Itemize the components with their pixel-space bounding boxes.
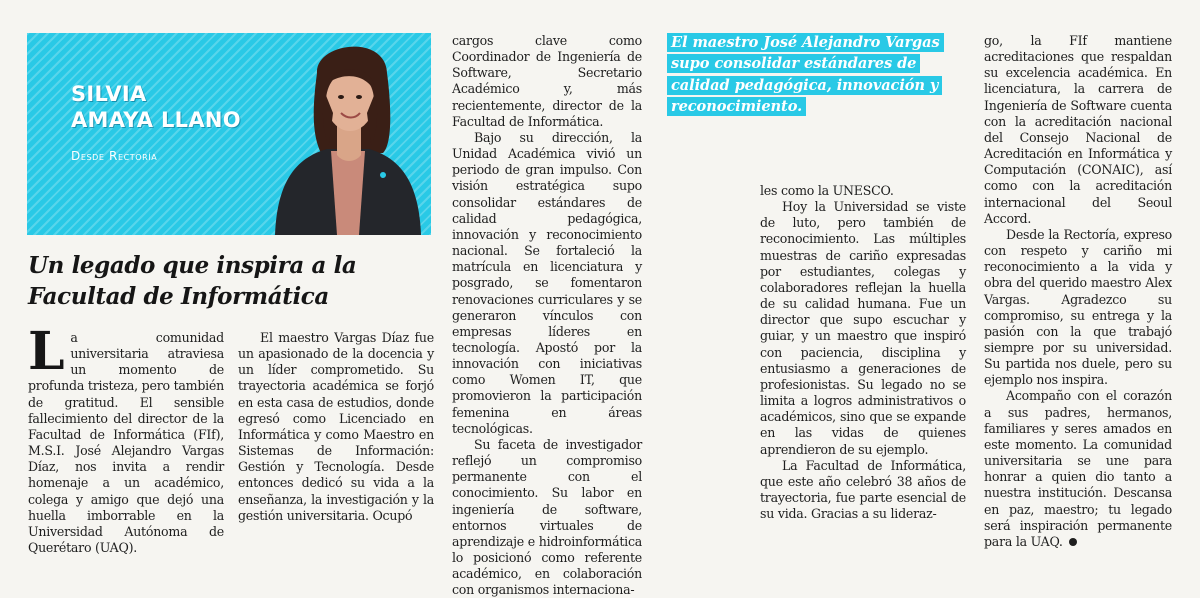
section-label: Desde Rectoría: [71, 149, 158, 163]
article-column-2: [238, 330, 434, 542]
paragraph-text: Acompaño con el corazón a sus padres, hermanos, familiares y seres amados en este momento. La comunidad universitaria se une para honrar a quien dio tanto a nuestra institución. Descansa en paz, maestro; tu legado será inspiración permanente para la UAQ.: [984, 388, 1172, 549]
article-column-1: [28, 321, 224, 556]
columnist-name: [71, 81, 241, 133]
paragraph-text: a comunidad universitaria atraviesa un momento de profunda tristeza, pero también de gratitud. El sensible fallecimiento del director de la Facultad de Informática (FIf), M.S.I. José Alejandro Vargas Díaz, nos invita a rendir homenaje a un académico, colega y amigo que dejó una huella imborrable en la Universidad Autónoma de Querétaro (UAQ).: [28, 330, 224, 556]
paragraph: go, la FIf mantiene acreditaciones que respaldan su excelencia académica. En licenciatura, la carrera de Ingeniería de Software cuenta con la acreditación nacional del Consejo Nacional de Acreditación en Informática y Computación (CONAIC), así como con la acreditación internacional del Seoul Accord.: [984, 33, 1172, 226]
paragraph: Bajo su dirección, la Unidad Académica vivió un periodo de gran impulso. Con visión estratégica supo consolidar estándares de calidad pedagógica, innovación y reconocimiento nacional. Se fortaleció la matrícula en licenciatura y posgrado, se fomentaron renovaciones curriculares y se generaron vínculos con empresas líderes en tecnología. Apostó por la innovación con iniciativas como Women IT, que promovieron la participación femenina en áreas tecnológicas.: [452, 129, 642, 436]
paragraph: Hoy la Universidad se viste de luto, pero también de reconocimiento. Las múltiples muestras de cariño expresadas por estudiantes, colegas y colaboradores reflejan la huella de su calidad humana. Fue un director que supo escuchar y guiar, y un maestro que inspiró con paciencia, disciplina y entusiasmo a generaciones de profesionistas. Su legado no se limita a logros administrativos o académicos, sino que se expande en las vidas de quienes aprendieron de su ejemplo.: [760, 199, 966, 457]
paragraph: La Facultad de Informática, que este año celebró 38 años de trayectoria, fue parte esencial de su vida. Gracias a su lideraz-: [760, 457, 966, 522]
paragraph: [984, 388, 1172, 550]
columnist-name-line2: AMAYA LLANO: [71, 108, 241, 132]
columnist-portrait: [265, 33, 431, 235]
paragraph: Desde la Rectoría, expreso con respeto y cariño mi reconocimiento a la vida y obra del querido maestro Alex Vargas. Agradezco su compromiso, su entrega y la pasión con la que trabajó siempre por su universidad. Su partida nos duele, pero su ejemplo nos inspira.: [984, 226, 1172, 388]
article-headline: Un legado que inspira a la Facultad de Informática: [28, 252, 357, 310]
article-column-4: [760, 183, 966, 542]
article-column-3: [452, 33, 643, 598]
columnist-name-line1: SILVIA: [71, 82, 147, 106]
drop-cap: L: [28, 321, 65, 382]
pull-quote: [667, 32, 963, 118]
paragraph: Su faceta de investigador reflejó un compromiso permanente con el conocimiento. Su labor en ingeniería de software, entornos virtuales de aprendizaje e hidroinformática lo posicionó como referente académico, en colaboración con organismos internaciona-: [452, 436, 643, 598]
paragraph: El maestro Vargas Díaz fue un apasionado de la docencia y un líder comprometido. Su trayectoria académica se forjó en esta casa de estudios, donde egresó como Licenciado en Informática y como Maestro en Sistemas de Información: Gestión y Tecnología. Desde entonces dedicó su vida a la enseñanza, la investigación y la gestión universitaria. Ocupó: [238, 330, 434, 523]
columnist-banner: [27, 33, 431, 235]
article-column-5: [984, 33, 1172, 549]
paragraph: [28, 321, 224, 556]
paragraph: cargos clave como Coordinador de Ingeniería de Software, Secretario Académico y, más recientemente, director de la Facultad de Informática.: [452, 33, 642, 129]
pull-quote-text: El maestro José Alejandro Vargas supo consolidar estándares de calidad pedagógica, innovación y reconocimiento.: [667, 33, 944, 116]
paragraph: les como la UNESCO.: [760, 183, 894, 198]
end-of-article-mark: [1069, 538, 1077, 546]
